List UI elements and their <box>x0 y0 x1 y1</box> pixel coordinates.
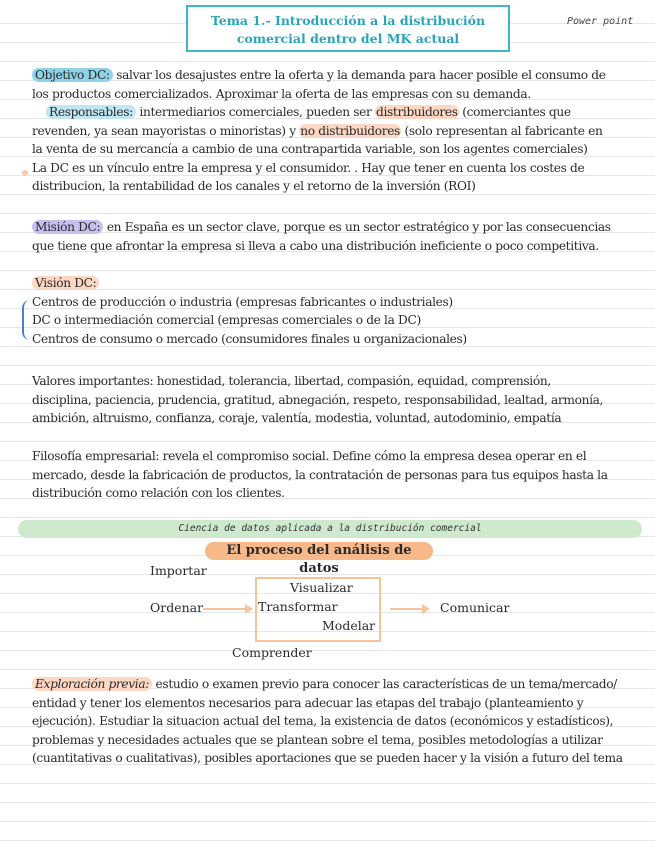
exploracion-section <box>32 675 644 768</box>
exploracion-line-2: entidad y tener los elementos necesarios para adecuar las etapas del trabajo (planteamiento y <box>32 695 584 710</box>
arrow-to-comunicar <box>390 608 424 610</box>
responsables-text-3: la venta de su mercancía a cambio de una contrapartida variable, son los agentes comerciales) <box>32 142 588 156</box>
mision-section <box>32 218 632 255</box>
objetivo-label: Objetivo DC: <box>32 68 113 82</box>
section-banner: Ciencia de datos aplicada a la distribución comercial <box>18 520 642 538</box>
responsables-text-1a: intermediarios comerciales, pueden ser <box>135 105 375 119</box>
arrow-head-icon <box>422 604 430 614</box>
objetivo-text-1: salvar los desajustes entre la oferta y la demanda para hacer posible el consumo de <box>112 68 606 82</box>
filosofia-line-3: distribución como relación con los clientes. <box>32 486 285 500</box>
exploracion-line-5: (cuantitativas o cualitativas), posibles aportaciones que se pueden hacer y la visión a futuro del tema <box>32 751 623 765</box>
title-line-1: Tema 1.- Introducción a la distribución <box>210 13 486 28</box>
objetivo-text-2: los productos comercializados. Aproximar la oferta de las empresas con su demanda. <box>32 86 531 101</box>
vision-section <box>32 274 632 348</box>
vision-item-2: DC o intermediación comercial (empresas comerciales o de la DC) <box>32 313 421 327</box>
responsables-text-2a: revenden, ya sean mayoristas o minoristas) y <box>32 123 300 138</box>
vision-item-1: Centros de producción o industria (empresas fabricantes o industriales) <box>32 294 453 309</box>
responsables-label: Responsables: <box>46 105 136 119</box>
page-title-box <box>186 5 510 52</box>
valores-line-2: disciplina, paciencia, prudencia, gratitud, abnegación, respeto, responsabilidad, lealtad, armonía, <box>32 392 604 407</box>
responsables-text-2b: (solo representan al fabricante en <box>400 123 603 138</box>
valores-section <box>32 372 632 428</box>
dc-text-1: La DC es un vínculo entre la empresa y el consumidor. . Hay que tener en cuenta los costes de <box>32 160 585 175</box>
exploracion-line-3: ejecución). Estudiar la situacion actual del tema, la existencia de datos (económicos y estadísticos), <box>32 714 614 728</box>
vision-item-3: Centros de consumo o mercado (consumidores finales u organizacionales) <box>32 331 467 346</box>
exploracion-label: Exploración previa: <box>32 677 152 691</box>
valores-line-1: Valores importantes: honestidad, tolerancia, libertad, compasión, equidad, comprensión, <box>32 374 551 388</box>
filosofia-line-1: Filosofía empresarial: revela el compromiso social. Define cómo la empresa desea operar en el <box>32 449 587 463</box>
mision-text-1: en España es un sector clave, porque es un sector estratégico y por las consecuencias <box>103 220 611 234</box>
vision-label: Visión DC: <box>32 276 99 290</box>
valores-line-3: ambición, altruismo, confianza, coraje, valentía, modestia, voluntad, autodominio, empatía <box>32 411 562 425</box>
responsables-text-1b: (comerciantes que <box>458 105 571 119</box>
power-point-tag: Power point <box>567 16 634 27</box>
distribuidores-highlight: distribuidores <box>376 105 458 119</box>
filosofia-section <box>32 447 632 503</box>
bullet-dot <box>22 170 28 176</box>
diagram-importar: Importar <box>150 563 207 578</box>
diagram-ordenar: Ordenar <box>150 600 204 615</box>
exploracion-text-1: estudio o examen previo para conocer las características de un tema/mercado/ <box>152 677 617 691</box>
filosofia-line-2: mercado, desde la fabricación de productos, la contratación de personas para tus equipos hasta la <box>32 467 608 482</box>
diagram-visualizar: Visualizar <box>290 580 353 595</box>
exploracion-line-4: problemas y necesidades actuales que se plantean sobre el tema, posibles metodologías a utilizar <box>32 732 603 747</box>
diagram-comprender: Comprender <box>232 645 312 660</box>
dc-text-2: distribucion, la rentabilidad de los canales y el retorno de la inversión (ROI) <box>32 179 476 193</box>
mision-text-2: que tiene que afrontar la empresa si lleva a cabo una distribución ineficiente o poco competitiva. <box>32 238 599 253</box>
title-line-2: comercial dentro del MK actual <box>236 31 460 46</box>
mision-label: Misión DC: <box>32 220 103 234</box>
process-title: El proceso del análisis de datos <box>205 542 433 560</box>
arrow-ordenar-transformar <box>203 608 247 610</box>
diagram-modelar: Modelar <box>322 618 376 633</box>
objetivo-section <box>32 66 632 196</box>
diagram-transformar: Transformar <box>258 599 338 614</box>
diagram-comunicar: Comunicar <box>440 600 510 615</box>
no-distribuidores-highlight: no distribuidores <box>300 123 400 138</box>
arrow-head-icon <box>245 604 253 614</box>
brace-icon <box>22 300 32 340</box>
